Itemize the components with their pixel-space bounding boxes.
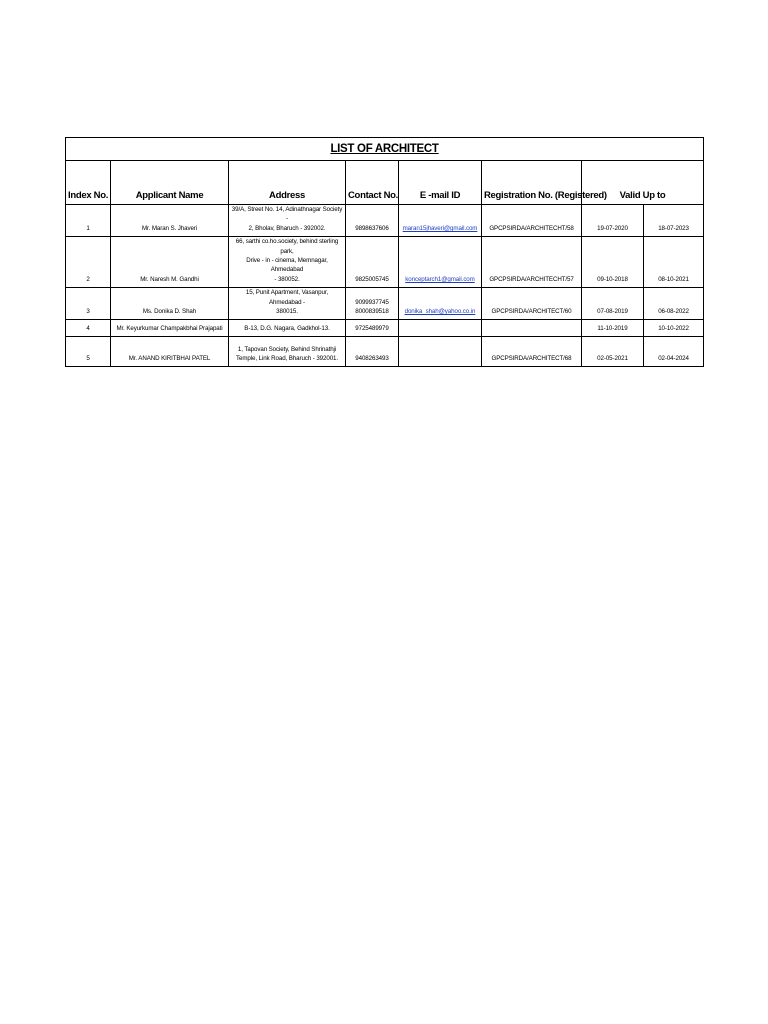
cell-contact bbox=[346, 237, 399, 288]
address-line: 2, Bholav, Bharuch - 392002. bbox=[248, 224, 326, 232]
cell-contact bbox=[346, 320, 399, 337]
cell-address bbox=[229, 237, 346, 288]
header-contact: Contact No. bbox=[346, 161, 399, 205]
address-line: 15, Punit Apartment, Vasanpur, Ahmedabad - bbox=[245, 289, 329, 306]
address-line: 1, Tapovan Society, Behind Shrinathji bbox=[237, 345, 337, 353]
cell-contact bbox=[346, 205, 399, 237]
cell-contact bbox=[346, 288, 399, 320]
architect-list-sheet bbox=[65, 137, 703, 367]
header-address: Address bbox=[229, 161, 346, 205]
cell-index: 1 bbox=[66, 205, 111, 237]
cell-registration: GPCPSIRDA/ARCHITECT/68 bbox=[482, 337, 582, 367]
cell-address bbox=[229, 320, 346, 337]
cell-valid-from: 11-10-2019 bbox=[582, 320, 644, 337]
address-line: Temple, Link Road, Bharuch - 392001. bbox=[236, 355, 338, 363]
cell-registration bbox=[482, 320, 582, 337]
cell-index: 4 bbox=[66, 320, 111, 337]
cell-address bbox=[229, 288, 346, 320]
header-row bbox=[66, 161, 704, 205]
address-line: 380015. bbox=[276, 308, 298, 316]
contact-line: 9099937745 bbox=[355, 298, 389, 306]
email-link[interactable]: donika_shah@yahoo.co.in bbox=[404, 308, 476, 316]
header-email: E -mail ID bbox=[399, 161, 482, 205]
cell-valid-from: 09-10-2018 bbox=[582, 237, 644, 288]
header-valid: Valid Up to bbox=[582, 161, 704, 205]
cell-contact bbox=[346, 337, 399, 367]
cell-address bbox=[229, 205, 346, 237]
cell-valid-to: 10-10-2022 bbox=[644, 320, 704, 337]
cell-index: 3 bbox=[66, 288, 111, 320]
table-row bbox=[66, 288, 704, 320]
table-row bbox=[66, 237, 704, 288]
contact-line: 9408263493 bbox=[355, 355, 389, 363]
cell-address bbox=[229, 337, 346, 367]
table-row bbox=[66, 205, 704, 237]
contact-line: 9725489979 bbox=[355, 325, 389, 333]
contact-line: 9898637606 bbox=[355, 224, 389, 232]
cell-registration: GPCPSIRDA/ARCHITECHT/57 bbox=[482, 237, 582, 288]
cell-name: Mr. Naresh M. Gandhi bbox=[111, 237, 229, 288]
cell-email[interactable] bbox=[399, 205, 482, 237]
address-line: 66, sarthi co.ho.society, behind sterling park, bbox=[235, 238, 339, 255]
cell-valid-to: 08-10-2021 bbox=[644, 237, 704, 288]
cell-valid-to: 18-07-2023 bbox=[644, 205, 704, 237]
cell-valid-from: 02-05-2021 bbox=[582, 337, 644, 367]
address-line: 39/A, Street No. 14, Adinathnagar Society - bbox=[231, 206, 343, 223]
contact-line: 9825005745 bbox=[355, 275, 389, 283]
cell-registration: GPCPSIRDA/ARCHITECHT/58 bbox=[482, 205, 582, 237]
cell-registration: GPCPSIRDA/ARCHITECT/60 bbox=[482, 288, 582, 320]
cell-valid-from: 19-07-2020 bbox=[582, 205, 644, 237]
cell-name: Mr. Keyurkumar Champakbhai Prajapati bbox=[111, 320, 229, 337]
address-line: - 380052. bbox=[274, 275, 300, 283]
cell-index: 5 bbox=[66, 337, 111, 367]
table-title: LIST OF ARCHITECT bbox=[66, 138, 704, 161]
address-line: Drive - in - cinema, Memnagar, Ahmedabad bbox=[246, 257, 328, 274]
cell-valid-to: 06-08-2022 bbox=[644, 288, 704, 320]
email-link[interactable]: maran15jhaveri@gmail.com bbox=[402, 224, 478, 232]
email-link[interactable]: konceptarch1@gmail.com bbox=[405, 275, 475, 283]
cell-index: 2 bbox=[66, 237, 111, 288]
cell-email[interactable] bbox=[399, 288, 482, 320]
header-registration: Registration No. (Registered) bbox=[482, 161, 582, 205]
contact-line: 8000839518 bbox=[355, 308, 389, 316]
cell-email bbox=[399, 320, 482, 337]
table-row bbox=[66, 337, 704, 367]
cell-valid-from: 07-08-2019 bbox=[582, 288, 644, 320]
header-index: Index No. bbox=[66, 161, 111, 205]
header-name: Applicant Name bbox=[111, 161, 229, 205]
cell-valid-to: 02-04-2024 bbox=[644, 337, 704, 367]
cell-email bbox=[399, 337, 482, 367]
cell-name: Ms. Donika D. Shah bbox=[111, 288, 229, 320]
cell-email[interactable] bbox=[399, 237, 482, 288]
cell-name: Mr. Maran S. Jhaveri bbox=[111, 205, 229, 237]
address-line: B-13, D.G. Nagara, Gadkhol-13. bbox=[244, 325, 330, 333]
cell-name: Mr. ANAND KIRITBHAI PATEL bbox=[111, 337, 229, 367]
table-row bbox=[66, 320, 704, 337]
architect-table bbox=[65, 137, 704, 367]
